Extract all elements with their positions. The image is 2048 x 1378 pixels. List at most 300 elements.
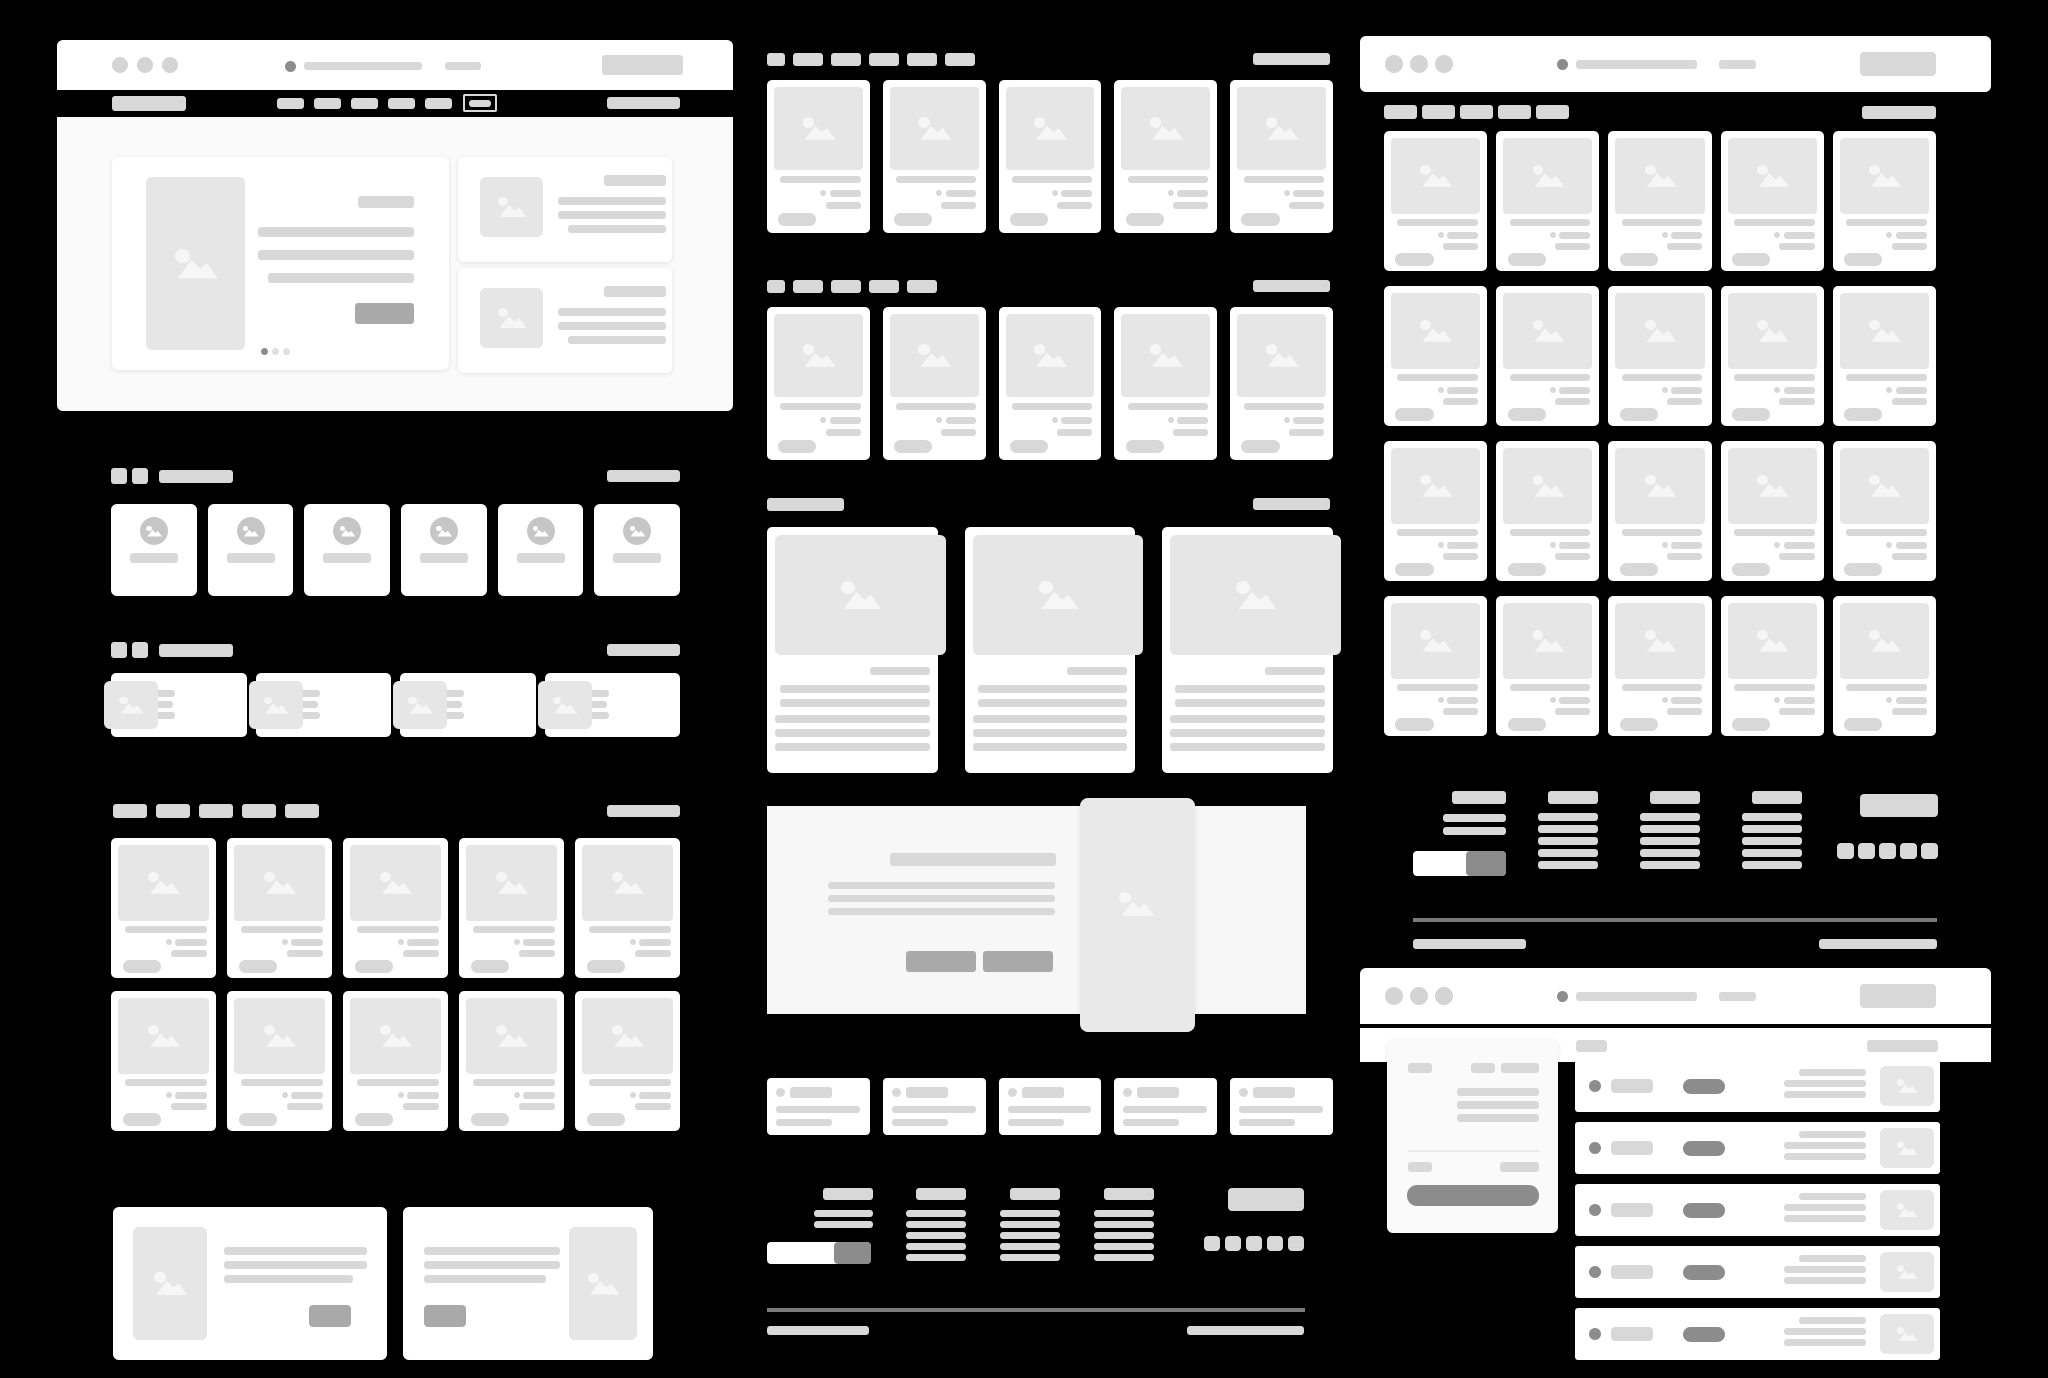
newsletter-progress-bar[interactable] xyxy=(1413,851,1506,876)
social-icon[interactable] xyxy=(1225,1236,1241,1251)
image-icon xyxy=(242,526,259,537)
product-meta-bar-1 xyxy=(1896,232,1927,239)
mini-card-line-1 xyxy=(892,1106,976,1113)
product-card[interactable] xyxy=(227,991,332,1131)
carousel-prev-button[interactable] xyxy=(111,642,127,658)
nav-utility-bar[interactable] xyxy=(607,97,680,109)
avatar-card[interactable] xyxy=(111,504,197,596)
product-card[interactable] xyxy=(1496,131,1599,271)
product-card[interactable] xyxy=(999,307,1102,460)
mini-card-title-bar xyxy=(906,1087,948,1098)
product-image xyxy=(1503,603,1592,679)
nav-link[interactable] xyxy=(1460,105,1493,119)
product-meta-bar-2 xyxy=(171,950,207,957)
image-icon xyxy=(495,872,528,894)
image-icon xyxy=(1531,165,1564,187)
tab-pill[interactable] xyxy=(831,280,861,293)
footer-cta-button[interactable] xyxy=(1860,794,1938,817)
footer-copyright-bar xyxy=(1413,939,1526,949)
section-action-bar[interactable] xyxy=(1253,53,1330,65)
product-card[interactable] xyxy=(1833,131,1936,271)
overlay-image-panel[interactable] xyxy=(1080,798,1195,1032)
window-control-dot[interactable] xyxy=(1385,987,1403,1005)
tab-pill[interactable] xyxy=(907,53,937,66)
window-controls xyxy=(1385,55,1453,73)
tab-pill[interactable] xyxy=(199,804,233,818)
rating-dot xyxy=(1774,232,1780,238)
product-title-bar xyxy=(473,1079,555,1086)
list-item-line-1 xyxy=(1799,1131,1866,1138)
hero-section xyxy=(57,117,733,411)
product-card[interactable] xyxy=(767,80,870,233)
product-card[interactable] xyxy=(1230,80,1333,233)
product-meta-bar-2 xyxy=(941,202,976,209)
footer-column-header-bar xyxy=(1010,1188,1060,1200)
footer-link-bar[interactable] xyxy=(1538,825,1598,833)
product-card[interactable] xyxy=(459,991,564,1131)
tab-pill[interactable] xyxy=(793,53,823,66)
product-card[interactable] xyxy=(1608,441,1711,581)
footer-link-bar[interactable] xyxy=(1640,825,1700,833)
footer-link-bar[interactable] xyxy=(1538,813,1598,821)
sidebar-option-bar[interactable] xyxy=(1457,1101,1539,1109)
hero-side-card[interactable] xyxy=(458,157,672,262)
product-image xyxy=(774,87,863,170)
avatar-card[interactable] xyxy=(208,504,294,596)
product-card[interactable] xyxy=(459,838,564,978)
window-control-dot[interactable] xyxy=(137,57,153,73)
product-meta-bar-1 xyxy=(1559,232,1590,239)
carousel-next-button[interactable] xyxy=(132,642,148,658)
banner-button[interactable] xyxy=(983,951,1053,972)
image-icon xyxy=(173,249,218,279)
footer-link-bar[interactable] xyxy=(1000,1232,1060,1239)
avatar-card[interactable] xyxy=(594,504,680,596)
product-card[interactable] xyxy=(1721,286,1824,426)
nav-link[interactable] xyxy=(1536,105,1569,119)
feature-body-lines xyxy=(973,715,1128,751)
footer-link-bar[interactable] xyxy=(1000,1243,1060,1250)
footer-link-bar[interactable] xyxy=(1640,849,1700,857)
product-card[interactable] xyxy=(1114,307,1217,460)
footer-link-column xyxy=(906,1188,966,1265)
product-image xyxy=(582,845,673,921)
footer-link-column xyxy=(1538,791,1598,873)
product-card[interactable] xyxy=(1384,286,1487,426)
chrome-action-button[interactable] xyxy=(1860,52,1936,76)
rating-dot xyxy=(1550,697,1556,703)
horizontal-card-row xyxy=(111,673,680,737)
product-image xyxy=(118,998,209,1074)
banner-button[interactable] xyxy=(906,951,976,972)
list-item-line-2 xyxy=(1784,1328,1866,1335)
product-card[interactable] xyxy=(1496,596,1599,736)
filter-chip-bar[interactable] xyxy=(1471,1063,1495,1073)
horizontal-card[interactable] xyxy=(545,673,681,737)
footer-column-header-bar xyxy=(1548,791,1598,804)
tab-pill[interactable] xyxy=(869,280,899,293)
avatar-card[interactable] xyxy=(498,504,584,596)
image-icon xyxy=(917,117,952,140)
list-item-bullet xyxy=(1589,1080,1601,1092)
footer-link-bar[interactable] xyxy=(906,1243,966,1250)
tab-pill[interactable] xyxy=(242,804,276,818)
product-card[interactable] xyxy=(1721,441,1824,581)
mini-card-line-2 xyxy=(1239,1119,1295,1126)
product-image xyxy=(1840,603,1929,679)
mini-card[interactable] xyxy=(1230,1078,1333,1135)
feature-card[interactable] xyxy=(1162,527,1333,773)
chrome-action-button[interactable] xyxy=(602,55,683,75)
product-card[interactable] xyxy=(1496,441,1599,581)
feature-card[interactable] xyxy=(767,527,938,773)
footer-link-bar[interactable] xyxy=(1742,849,1802,857)
tab-pill-small[interactable] xyxy=(767,53,785,66)
footer-link-bar[interactable] xyxy=(1742,813,1802,821)
window-control-dot[interactable] xyxy=(1435,987,1453,1005)
section-action-bar[interactable] xyxy=(1253,498,1330,510)
nav-link[interactable] xyxy=(351,98,378,109)
product-meta-bar-2 xyxy=(1892,553,1927,560)
footer-link-bar[interactable] xyxy=(906,1254,966,1261)
product-card[interactable] xyxy=(767,307,870,460)
product-meta-bar-1 xyxy=(830,417,861,424)
list-item[interactable] xyxy=(1575,1122,1940,1174)
product-price-pill xyxy=(1508,253,1546,266)
avatar xyxy=(237,517,265,545)
footer-link-bar[interactable] xyxy=(1640,837,1700,845)
image-icon xyxy=(801,344,836,367)
list-item[interactable] xyxy=(1575,1184,1940,1236)
feature-card[interactable] xyxy=(965,527,1136,773)
section-action-bar[interactable] xyxy=(607,805,680,817)
avatar-name-bar xyxy=(323,553,371,563)
footer-link-bar[interactable] xyxy=(1742,837,1802,845)
footer-link-bar[interactable] xyxy=(1094,1232,1154,1239)
footer-link-bar[interactable] xyxy=(1640,813,1700,821)
tab-pill[interactable] xyxy=(285,804,319,818)
product-meta-bar-2 xyxy=(941,429,976,436)
toolbar-action-bar[interactable] xyxy=(1867,1040,1938,1052)
product-meta-bar-1 xyxy=(291,939,323,946)
nav-link[interactable] xyxy=(1498,105,1531,119)
side-card-kicker-bar xyxy=(604,175,666,186)
product-meta-bar-2 xyxy=(1289,202,1324,209)
product-title-bar xyxy=(780,403,860,410)
mini-card[interactable] xyxy=(1114,1078,1217,1135)
social-icon[interactable] xyxy=(1921,843,1938,859)
footer-link-bar[interactable] xyxy=(1094,1254,1154,1261)
product-card[interactable] xyxy=(111,838,216,978)
product-meta-bar-2 xyxy=(1667,398,1702,405)
url-bar[interactable] xyxy=(1576,992,1697,1001)
product-card[interactable] xyxy=(227,838,332,978)
image-icon xyxy=(147,872,180,894)
window-control-dot[interactable] xyxy=(112,57,128,73)
product-image xyxy=(118,845,209,921)
hero-cta-button[interactable] xyxy=(355,303,414,324)
side-card-image xyxy=(480,288,543,348)
social-icon[interactable] xyxy=(1858,843,1875,859)
product-card[interactable] xyxy=(883,80,986,233)
carousel-prev-button[interactable] xyxy=(111,468,127,484)
product-price-pill xyxy=(355,1113,394,1126)
article-card-left[interactable] xyxy=(113,1207,387,1360)
product-meta-bar-1 xyxy=(523,939,555,946)
url-extra-bar xyxy=(1719,60,1756,69)
image-icon xyxy=(611,872,644,894)
product-image xyxy=(350,845,441,921)
product-card[interactable] xyxy=(1608,286,1711,426)
carousel-next-button[interactable] xyxy=(132,468,148,484)
horizontal-card[interactable] xyxy=(111,673,247,737)
image-icon xyxy=(436,526,453,537)
tab-pill[interactable] xyxy=(793,280,823,293)
footer-link-bar[interactable] xyxy=(906,1232,966,1239)
image-icon xyxy=(1897,1203,1918,1217)
horizontal-card-image xyxy=(393,681,447,729)
product-title-bar xyxy=(1846,529,1927,536)
product-price-pill xyxy=(587,1113,626,1126)
image-icon xyxy=(1419,165,1452,187)
image-icon xyxy=(339,526,356,537)
mini-card-line-2 xyxy=(892,1119,948,1126)
product-title-bar xyxy=(357,926,439,933)
product-card[interactable] xyxy=(1496,286,1599,426)
footer-legal-bar[interactable] xyxy=(1819,939,1937,949)
list-item[interactable] xyxy=(1575,1060,1940,1112)
product-meta-bar-1 xyxy=(1559,387,1590,394)
product-price-pill xyxy=(123,960,162,973)
mini-card-line-1 xyxy=(1008,1106,1092,1113)
rating-dot xyxy=(1052,417,1058,423)
product-price-pill xyxy=(239,1113,278,1126)
carousel-dot[interactable] xyxy=(272,348,279,355)
product-image xyxy=(1615,603,1704,679)
footer-link-bar[interactable] xyxy=(1538,849,1598,857)
carousel-dot-active[interactable] xyxy=(261,348,268,355)
footer-link-bar[interactable] xyxy=(1000,1210,1060,1217)
nav-utility-bar[interactable] xyxy=(1862,106,1936,119)
product-card[interactable] xyxy=(1721,131,1824,271)
tab-pill[interactable] xyxy=(113,804,147,818)
tab-pill-small[interactable] xyxy=(767,280,785,293)
product-meta-bar-1 xyxy=(1559,542,1590,549)
product-card[interactable] xyxy=(883,307,986,460)
avatar-card[interactable] xyxy=(401,504,487,596)
section-title-bar xyxy=(159,644,233,657)
rating-dot xyxy=(166,1092,172,1098)
footer-link-bar[interactable] xyxy=(1538,837,1598,845)
apply-filters-button[interactable] xyxy=(1407,1185,1539,1206)
product-title-bar xyxy=(1622,374,1703,381)
sidebar-option-bar[interactable] xyxy=(1457,1114,1539,1122)
product-card[interactable] xyxy=(1384,131,1487,271)
mini-card[interactable] xyxy=(883,1078,986,1135)
article-line-3 xyxy=(424,1275,546,1283)
chrome-action-button[interactable] xyxy=(1860,984,1936,1008)
list-item-line-2 xyxy=(1784,1080,1866,1087)
list-item-status-pill[interactable] xyxy=(1683,1141,1725,1156)
product-card[interactable] xyxy=(1608,131,1711,271)
horizontal-card[interactable] xyxy=(256,673,392,737)
product-title-bar xyxy=(896,176,976,183)
footer-link-bar[interactable] xyxy=(1538,861,1598,869)
side-card-line-2 xyxy=(558,322,666,330)
product-price-pill xyxy=(1508,408,1546,421)
product-meta-bar-2 xyxy=(519,1103,555,1110)
right-product-grid xyxy=(1384,131,1936,736)
product-card[interactable] xyxy=(1833,596,1936,736)
newsletter-progress-bar[interactable] xyxy=(767,1242,871,1264)
article-card-right[interactable] xyxy=(403,1207,653,1360)
social-icon[interactable] xyxy=(1879,843,1896,859)
product-meta-bar-2 xyxy=(1443,708,1478,715)
url-bar[interactable] xyxy=(304,62,422,70)
rating-dot xyxy=(514,1092,520,1098)
list-item-thumbnail xyxy=(1880,1190,1934,1230)
window-control-dot[interactable] xyxy=(1385,55,1403,73)
hero-side-card[interactable] xyxy=(458,268,672,373)
list-item-status-pill[interactable] xyxy=(1683,1079,1725,1094)
product-image xyxy=(1237,87,1326,170)
footer-link-bar[interactable] xyxy=(906,1221,966,1228)
rating-dot xyxy=(398,939,404,945)
social-icon[interactable] xyxy=(1900,843,1917,859)
product-price-pill xyxy=(1844,253,1882,266)
product-card[interactable] xyxy=(1833,286,1936,426)
footer-link-bar[interactable] xyxy=(1742,825,1802,833)
product-card[interactable] xyxy=(1721,596,1824,736)
nav-link-active[interactable] xyxy=(463,94,497,112)
section-action-bar[interactable] xyxy=(607,470,680,482)
nav-link[interactable] xyxy=(1422,105,1455,119)
rating-dot xyxy=(166,939,172,945)
horizontal-card[interactable] xyxy=(400,673,536,737)
footer-link-bar[interactable] xyxy=(1094,1243,1154,1250)
product-card[interactable] xyxy=(1608,596,1711,736)
nav-link[interactable] xyxy=(388,98,415,109)
carousel-dot[interactable] xyxy=(283,348,290,355)
product-title-bar xyxy=(1622,529,1703,536)
tab-pill[interactable] xyxy=(945,53,975,66)
footer-link-bar[interactable] xyxy=(1000,1254,1060,1261)
product-card[interactable] xyxy=(1384,596,1487,736)
hero-line-3 xyxy=(268,273,414,283)
product-card[interactable] xyxy=(111,991,216,1131)
footer-legal-bar[interactable] xyxy=(1187,1326,1304,1335)
window-control-dot[interactable] xyxy=(162,57,178,73)
nav-link[interactable] xyxy=(1384,105,1417,119)
image-icon xyxy=(1531,320,1564,342)
filter-chip-bar[interactable] xyxy=(1501,1063,1539,1073)
window-control-dot[interactable] xyxy=(1410,55,1428,73)
mini-card[interactable] xyxy=(999,1078,1102,1135)
product-meta-bar-1 xyxy=(1061,190,1092,197)
avatar-name-bar xyxy=(613,553,661,563)
social-icon[interactable] xyxy=(1267,1236,1283,1251)
article-read-button[interactable] xyxy=(309,1305,351,1327)
footer-link-bar[interactable] xyxy=(1094,1221,1154,1228)
hero-carousel-card[interactable] xyxy=(112,157,449,370)
image-icon xyxy=(497,308,527,328)
product-card[interactable] xyxy=(575,838,680,978)
social-icon[interactable] xyxy=(1837,843,1854,859)
avatar-card[interactable] xyxy=(304,504,390,596)
social-icon[interactable] xyxy=(1246,1236,1262,1251)
product-meta-bar-2 xyxy=(1779,243,1814,250)
list-item[interactable] xyxy=(1575,1308,1940,1360)
product-image xyxy=(234,998,325,1074)
list-item-thumbnail xyxy=(1880,1066,1934,1106)
product-title-bar xyxy=(1012,176,1092,183)
footer-link-bar[interactable] xyxy=(1640,861,1700,869)
product-card[interactable] xyxy=(575,991,680,1131)
product-card[interactable] xyxy=(999,80,1102,233)
product-card[interactable] xyxy=(343,838,448,978)
side-card-line-2 xyxy=(558,211,666,219)
section-action-bar[interactable] xyxy=(1253,280,1330,292)
footer-link-bar[interactable] xyxy=(1094,1210,1154,1217)
product-meta-bar-2 xyxy=(403,950,439,957)
sidebar-option-bar[interactable] xyxy=(1457,1088,1539,1096)
product-card[interactable] xyxy=(343,991,448,1131)
feature-body-lines xyxy=(775,715,930,751)
social-icon[interactable] xyxy=(1288,1236,1304,1251)
logo-placeholder[interactable] xyxy=(112,96,186,111)
tab-pill[interactable] xyxy=(907,280,937,293)
product-card[interactable] xyxy=(1230,307,1333,460)
footer-link-bar[interactable] xyxy=(906,1210,966,1217)
banner-title-bar xyxy=(890,853,1056,866)
list-item-status-pill[interactable] xyxy=(1683,1265,1725,1280)
window-control-dot[interactable] xyxy=(1435,55,1453,73)
product-card[interactable] xyxy=(1833,441,1936,581)
tab-pill[interactable] xyxy=(831,53,861,66)
footer-brand-bar xyxy=(823,1188,873,1200)
nav-link[interactable] xyxy=(425,98,452,109)
image-icon xyxy=(1118,892,1154,916)
article-line-1 xyxy=(424,1247,560,1255)
product-card[interactable] xyxy=(1114,80,1217,233)
mini-card-line-1 xyxy=(1239,1106,1323,1113)
mini-card[interactable] xyxy=(767,1078,870,1135)
nav-link[interactable] xyxy=(277,98,304,109)
list-item[interactable] xyxy=(1575,1246,1940,1298)
image-icon xyxy=(1264,344,1299,367)
social-icon[interactable] xyxy=(1204,1236,1220,1251)
section-action-bar[interactable] xyxy=(607,644,680,656)
product-price-pill xyxy=(1508,563,1546,576)
article-read-button[interactable] xyxy=(424,1305,466,1327)
list-item-status-pill[interactable] xyxy=(1683,1203,1725,1218)
footer-column-header-bar xyxy=(1752,791,1802,804)
image-icon xyxy=(1756,475,1789,497)
footer-cta-button[interactable] xyxy=(1228,1188,1304,1211)
footer-link-bar[interactable] xyxy=(1742,861,1802,869)
image-icon xyxy=(1644,165,1677,187)
product-card[interactable] xyxy=(1384,441,1487,581)
product-meta-bar-1 xyxy=(1061,417,1092,424)
tab-pill[interactable] xyxy=(869,53,899,66)
nav-link[interactable] xyxy=(314,98,341,109)
window-control-dot[interactable] xyxy=(1410,987,1428,1005)
url-bar[interactable] xyxy=(1576,60,1697,69)
list-item-status-pill[interactable] xyxy=(1683,1327,1725,1342)
breadcrumb-bar[interactable] xyxy=(1576,1040,1607,1052)
footer-link-bar[interactable] xyxy=(1000,1221,1060,1228)
tab-pill[interactable] xyxy=(156,804,190,818)
